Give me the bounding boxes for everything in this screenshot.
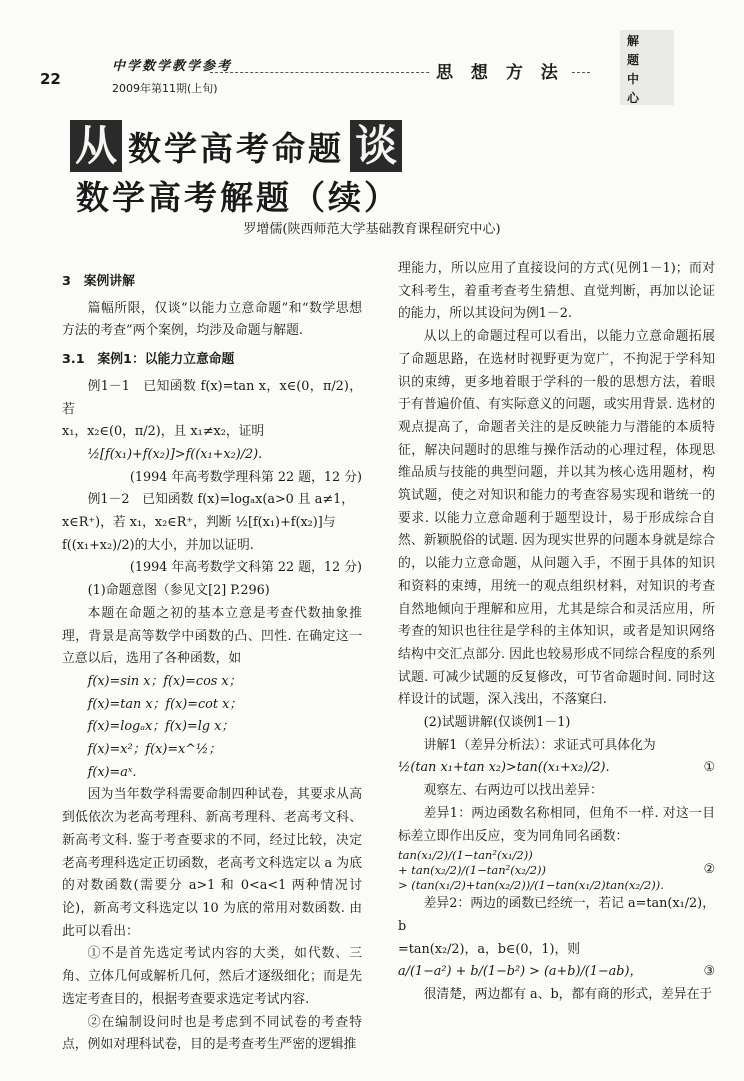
subsection-heading: 3.1 案例1：以能力立意命题 — [62, 352, 235, 368]
equation-number: ① — [703, 760, 715, 776]
function-list: f(x)=tan x；f(x)=cot x； — [87, 696, 243, 712]
paragraph: 篇幅所限，仅谈“以能力立意命题”和“数学思想方法的考查”两个案例，均涉及命题与解题. — [62, 300, 362, 339]
paragraph: 差异1：两边函数名称相同，但角不一样. 对这一目标差立即作出反应，变为同角同名函数： — [398, 805, 715, 844]
side-tab-char: 中 — [626, 72, 639, 86]
equation-number: ③ — [703, 964, 715, 980]
equation-2 — [398, 848, 715, 893]
paragraph: 理能力，所以应用了直接设问的方式(见例1－1)；而对文科考生，着重考查考生猜想、直觉判断，再加以论证的能力，所以其设问为例1－2. — [398, 261, 715, 322]
section-name: 思 想 方 法 — [430, 58, 570, 83]
article-title — [70, 120, 710, 217]
title-char-talk: 谈 — [350, 120, 402, 172]
example-line: x∈R⁺)，若 x₁，x₂∈R⁺，判断 ½[f(x₁)+f(x₂)]与 — [62, 515, 336, 531]
equation-term: > (tan(x₁/2)+tan(x₂/2))/(1−tan(x₁/2)tan(x₂/2)). — [398, 878, 664, 893]
side-tab-char: 心 — [626, 91, 639, 105]
title-part-1: 数学高考命题 — [128, 128, 344, 168]
example-line: 例1－2 已知函数 f(x)=logₐx(a>0 且 a≠1， — [87, 492, 355, 508]
function-list: f(x)=logₐx；f(x)=lg x； — [87, 719, 235, 735]
equation-term: tan(x₁/2)/(1−tan²(x₁/2)) — [398, 848, 533, 863]
subheading: (1)命题意图（参见文[2] P.296) — [87, 583, 270, 599]
paragraph: 差异2：两边的函数已经统一，若记 a=tan(x₁/2)，b — [398, 896, 715, 934]
example-source: (1994 年高考数学理科第 22 题，12 分) — [129, 469, 362, 485]
equation-number: ② — [703, 862, 715, 878]
equation-body: ½(tan x₁+tan x₂)>tan((x₁+x₂)/2). — [398, 760, 610, 776]
paragraph: ②在编制设问时也是考虑到不同试卷的考查特点，例如对理科试卷，目的是考查考生严密的逻辑推 — [62, 1014, 362, 1053]
author-line: 罗增儒(陕西师范大学基础教育课程研究中心) — [243, 222, 501, 237]
side-tab-char: 题 — [626, 53, 639, 67]
paragraph: 本题在命题之初的基本立意是考查代数抽象推理，背景是高等数学中函数的凸、凹性. 在确定这一立意以后，选用了各种函数，如 — [62, 605, 362, 667]
journal-issue: 2009年第11期(上旬) — [112, 82, 218, 95]
side-tab — [620, 30, 674, 105]
title-char-from: 从 — [70, 120, 122, 172]
equation-body — [398, 848, 664, 893]
title-part-2: 数学高考解题（续） — [76, 178, 400, 217]
paragraph: ①不是首先选定考试内容的大类，如代数、三角、立体几何或解析几何，然后才逐级细化；而是先选定考查目的，根据考查要求选定考试内容. — [62, 946, 362, 1007]
equation-1 — [398, 757, 715, 780]
equation-term: + tan(x₂/2)/(1−tan²(x₂/2)) — [398, 863, 546, 878]
example-formula: ½[f(x₁)+f(x₂)]>f((x₁+x₂)/2). — [87, 446, 263, 462]
journal-name: 中学数学教学参考 — [112, 59, 233, 74]
side-tab-char: 解 — [626, 34, 639, 48]
paragraph: 从以上的命题过程可以看出，以能力立意命题拓展了命题思路，在选材时视野更为宽广，不拘泥于学科知识的束缚，更多地着眼于学科的一般的思想方法，着眼于有普遍价值、有实际意义的问题，或实用背景. 选材的观点提高了，命题者关注的是反映能力与潜能的本质特征，解决问题时的思维与操作活动的心理过程，体现思维品质与技能的典型问题，并以其为核心选用题材，构筑试题，使之对知识和能力的考查容易实现和谐统一的要求. 以能力立意命题利于题型设计，易于形成综合自然、新颖脱俗的试题. 因为现实世界的问题本身就是综合的，以能力立意命题，从问题入手，不囿于具体的知识和资料的束缚，用统一的观点组织材料，对知识的考查自然地倾向于理解和应用，尤其是综合和灵活应用，所考查的知识也往往是学科的主体知识，或者是知识网络结构中交汇点部分. 因此也较易形成不同综合程度的系列试题. 可减少试题的反复修改，可节省命题时间. 同时这样设计的试题，深入浅出，不落窠臼. — [398, 329, 715, 708]
page-number: 22 — [40, 70, 61, 88]
paragraph: 因为当年数学科需要命制四种试卷，其要求从高到低依次为老高考理科、新高考理科、老高考文科、新高考文科. 鉴于考查要求的不同，经过比较，决定老高考理科选定正切函数，老高考文科选定以 a 为底的对数函数(需要分 a>1 和 0<a<1 两种情况讨论)，新高考文科选定以 10 为底的常用对数函数. 由此可以看出： — [62, 787, 362, 939]
right-column — [398, 258, 715, 1007]
equation-body: a/(1−a²) + b/(1−b²) > (a+b)/(1−ab)， — [398, 964, 643, 980]
example-line: x₁，x₂∈(0，π/2)，且 x₁≠x₂，证明 — [62, 424, 265, 440]
equation-3 — [398, 961, 715, 984]
example-source: (1994 年高考数学文科第 22 题，12 分) — [129, 560, 362, 576]
section-heading: 3 案例讲解 — [62, 274, 135, 289]
left-column — [62, 265, 362, 1057]
example-line: f((x₁+x₂)/2)的大小，并加以证明. — [62, 537, 254, 553]
subheading: (2)试题讲解(仅谈例1－1) — [423, 715, 571, 731]
example-line: 例1－1 已知函数 f(x)=tan x，x∈(0，π/2)，若 — [62, 378, 362, 417]
function-list: f(x)=sin x；f(x)=cos x； — [87, 673, 242, 689]
paragraph: =tan(x₂/2)，a，b∈(0，1)，则 — [398, 941, 581, 957]
method-title: 讲解1（差异分析法）：求证式可具体化为 — [423, 737, 656, 753]
function-list: f(x)=x²；f(x)=x^½； — [87, 742, 222, 758]
paragraph: 观察左、右两边可以找出差异： — [423, 783, 603, 799]
paragraph: 很清楚，两边都有 a、b，都有商的形式，差异在于 — [423, 987, 713, 1003]
function-list: f(x)=aˣ. — [87, 764, 137, 780]
